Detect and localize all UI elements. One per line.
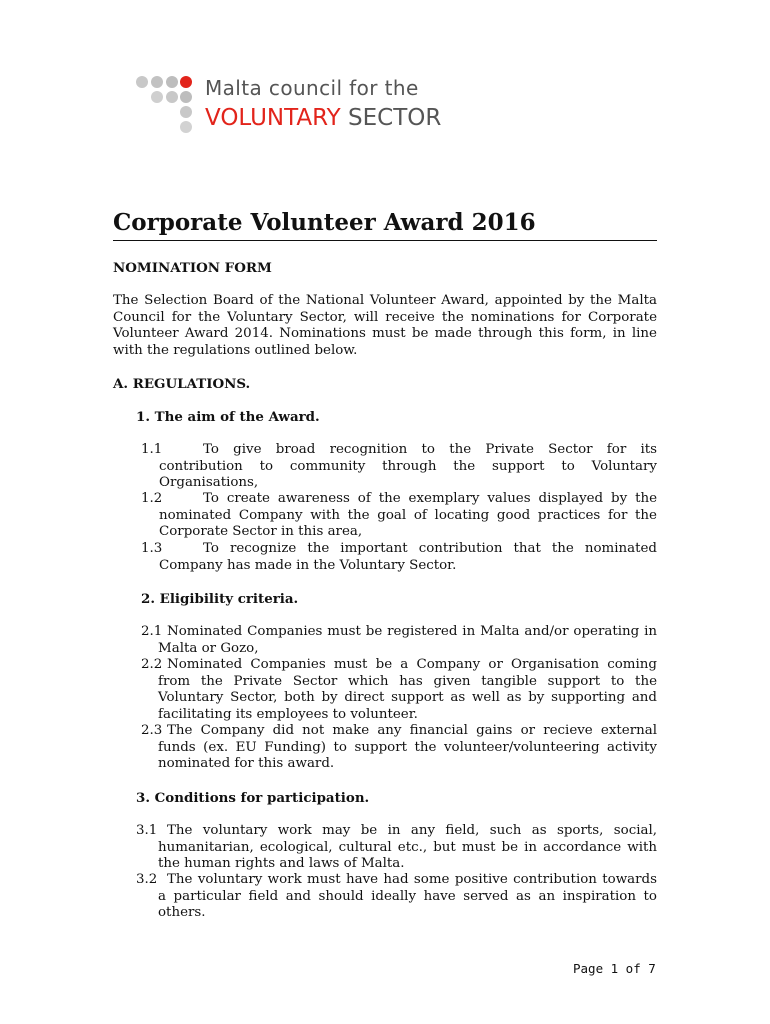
section-2-heading: 2. Eligibility criteria. bbox=[141, 591, 299, 607]
item-lead: To recognize the important contribution that the nominated bbox=[203, 541, 657, 556]
item-text: The voluntary work must have had some positive contribution towards a particular field and should ideally have served as an inspiration to others. bbox=[158, 872, 657, 920]
item-number: 3.1 bbox=[136, 823, 158, 838]
logo-voluntary: VOLUNTARY bbox=[205, 105, 341, 131]
item-lead: To create awareness of the exemplary values displayed by the bbox=[203, 491, 657, 506]
logo-dot bbox=[166, 91, 178, 103]
logo-dot bbox=[180, 106, 192, 118]
item-rest: nominated Company with the goal of locating good practices for the Corporate Sector in this area, bbox=[159, 507, 657, 539]
logo-line1: Malta council for the bbox=[205, 76, 419, 100]
item-text: Nominated Companies must be a Company or Organisation coming from the Private Sector which has given tangible support to the Voluntary Sector, both by direct support as well as by supporting and facilitating its employees to volunteer. bbox=[158, 657, 657, 722]
item-lead: To give broad recognition to the Private Sector for its bbox=[203, 442, 657, 457]
item-rest: contribution to community through the support to Voluntary Organisations, bbox=[159, 458, 657, 490]
logo-dot bbox=[151, 91, 163, 103]
logo-dots-icon bbox=[133, 72, 195, 134]
item-number: 1.2 bbox=[141, 491, 163, 506]
mccvs-logo bbox=[133, 72, 493, 136]
item-text: The voluntary work may be in any field, such as sports, social, humanitarian, ecological, cultural etc., but must be in accordance with the human rights and laws of Malta. bbox=[158, 823, 657, 871]
item-number: 2.2 bbox=[141, 657, 163, 672]
section-1-heading: 1. The aim of the Award. bbox=[136, 409, 320, 425]
page-title: Corporate Volunteer Award 2016 bbox=[113, 208, 657, 241]
item-number: 2.1 bbox=[141, 624, 163, 639]
form-label: NOMINATION FORM bbox=[113, 260, 272, 276]
page-number: Page 1 of 7 bbox=[573, 961, 656, 976]
item-text: Nominated Companies must be registered in Malta and/or operating in Malta or Gozo, bbox=[158, 624, 657, 656]
item-number: 1.1 bbox=[141, 442, 163, 457]
logo-dot bbox=[180, 121, 192, 133]
section-3-heading: 3. Conditions for participation. bbox=[136, 790, 370, 806]
logo-dot bbox=[166, 76, 178, 88]
logo-dot-red bbox=[180, 76, 192, 88]
section-a-heading: A. REGULATIONS. bbox=[113, 376, 251, 392]
item-text: The Company did not make any financial gains or recieve external funds (ex. EU Funding) to support the volunteer/volunteering activity nominated for this award. bbox=[158, 723, 657, 771]
item-number: 3.2 bbox=[136, 872, 158, 887]
item-number: 1.3 bbox=[141, 541, 163, 556]
logo-sector: SECTOR bbox=[340, 105, 442, 131]
intro-paragraph: The Selection Board of the National Volunteer Award, appointed by the Malta Council for the Voluntary Sector, will receive the nominations for Corporate Volunteer Award 2014. Nominations must be made through this form, in line with the regulations outlined below. bbox=[113, 293, 657, 358]
logo-dot bbox=[151, 76, 163, 88]
item-rest: Company has made in the Voluntary Sector. bbox=[159, 557, 457, 573]
logo-dot bbox=[136, 76, 148, 88]
logo-dot bbox=[180, 91, 192, 103]
logo-line2 bbox=[205, 105, 441, 131]
item-number: 2.3 bbox=[141, 723, 163, 738]
